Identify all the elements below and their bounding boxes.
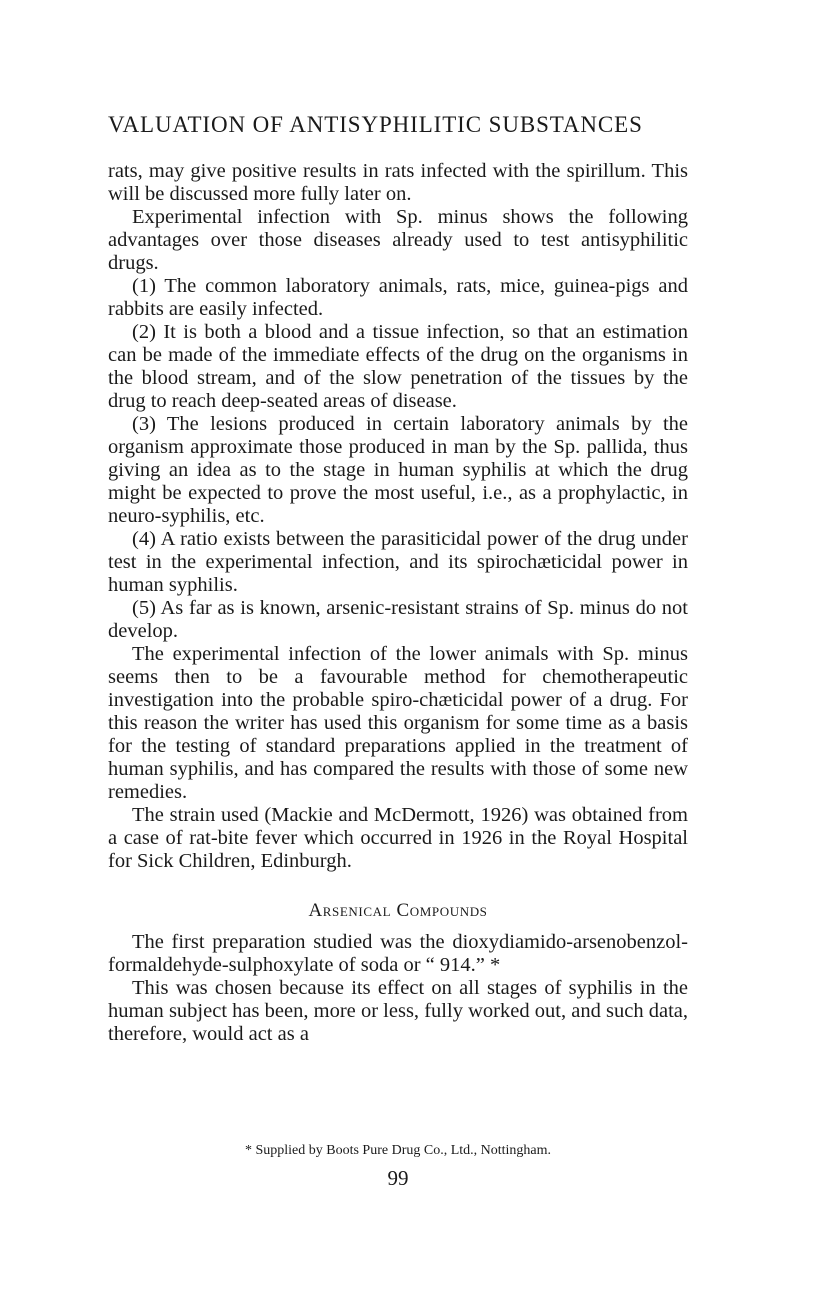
footnote: * Supplied by Boots Pure Drug Co., Ltd., Nottingham. [244, 1143, 552, 1158]
list-item: (5) As far as is known, arsenic-resistant strains of Sp. minus do not develop. [108, 597, 688, 642]
page-number: 99 [387, 1166, 409, 1190]
paragraph: The first preparation studied was the dioxydiamido-arsenobenzol-formaldehyde-sulphoxylate of soda or “ 914.” * [108, 931, 688, 976]
paragraph: The strain used (Mackie and McDermott, 1926) was obtained from a case of rat-bite fever which occurred in 1926 in the Royal Hospital for Sick Children, Edinburgh. [108, 804, 688, 872]
page [108, 112, 688, 1046]
paragraph: rats, may give positive results in rats infected with the spirillum. This will be discussed more fully later on. [108, 160, 688, 205]
running-head: VALUATION OF ANTISYPHILITIC SUBSTANCES [108, 112, 643, 137]
section-heading: Arsenical Compounds [308, 900, 488, 921]
list-item: (4) A ratio exists between the parasiticidal power of the drug under test in the experimental infection, and its spirochæticidal power in human syphilis. [108, 528, 688, 596]
paragraph: The experimental infection of the lower animals with Sp. minus seems then to be a favourable method for chemotherapeutic investigation into the probable spiro-chæticidal power of a drug. For this reason the writer has used this organism for some time as a basis for the testing of standard preparations applied in the treatment of human syphilis, and has compared the results with those of some new remedies. [108, 643, 688, 803]
list-item: (1) The common laboratory animals, rats, mice, guinea-pigs and rabbits are easily infected. [108, 275, 688, 320]
body-text [108, 160, 688, 873]
list-item: (2) It is both a blood and a tissue infection, so that an estimation can be made of the immediate effects of the drug on the organisms in the blood stream, and of the slow penetration of the tissues by the drug to reach deep-seated areas of disease. [108, 321, 688, 412]
section-body [108, 931, 688, 1046]
list-item: (3) The lesions produced in certain laboratory animals by the organism approximate those produced in man by the Sp. pallida, thus giving an idea as to the stage in human syphilis at which the drug might be expected to prove the most useful, i.e., as a prophylactic, in neuro-syphilis, etc. [108, 413, 688, 527]
paragraph: Experimental infection with Sp. minus shows the following advantages over those diseases already used to test antisyphilitic drugs. [108, 206, 688, 274]
paragraph: This was chosen because its effect on all stages of syphilis in the human subject has been, more or less, fully worked out, and such data, therefore, would act as a [108, 977, 688, 1045]
